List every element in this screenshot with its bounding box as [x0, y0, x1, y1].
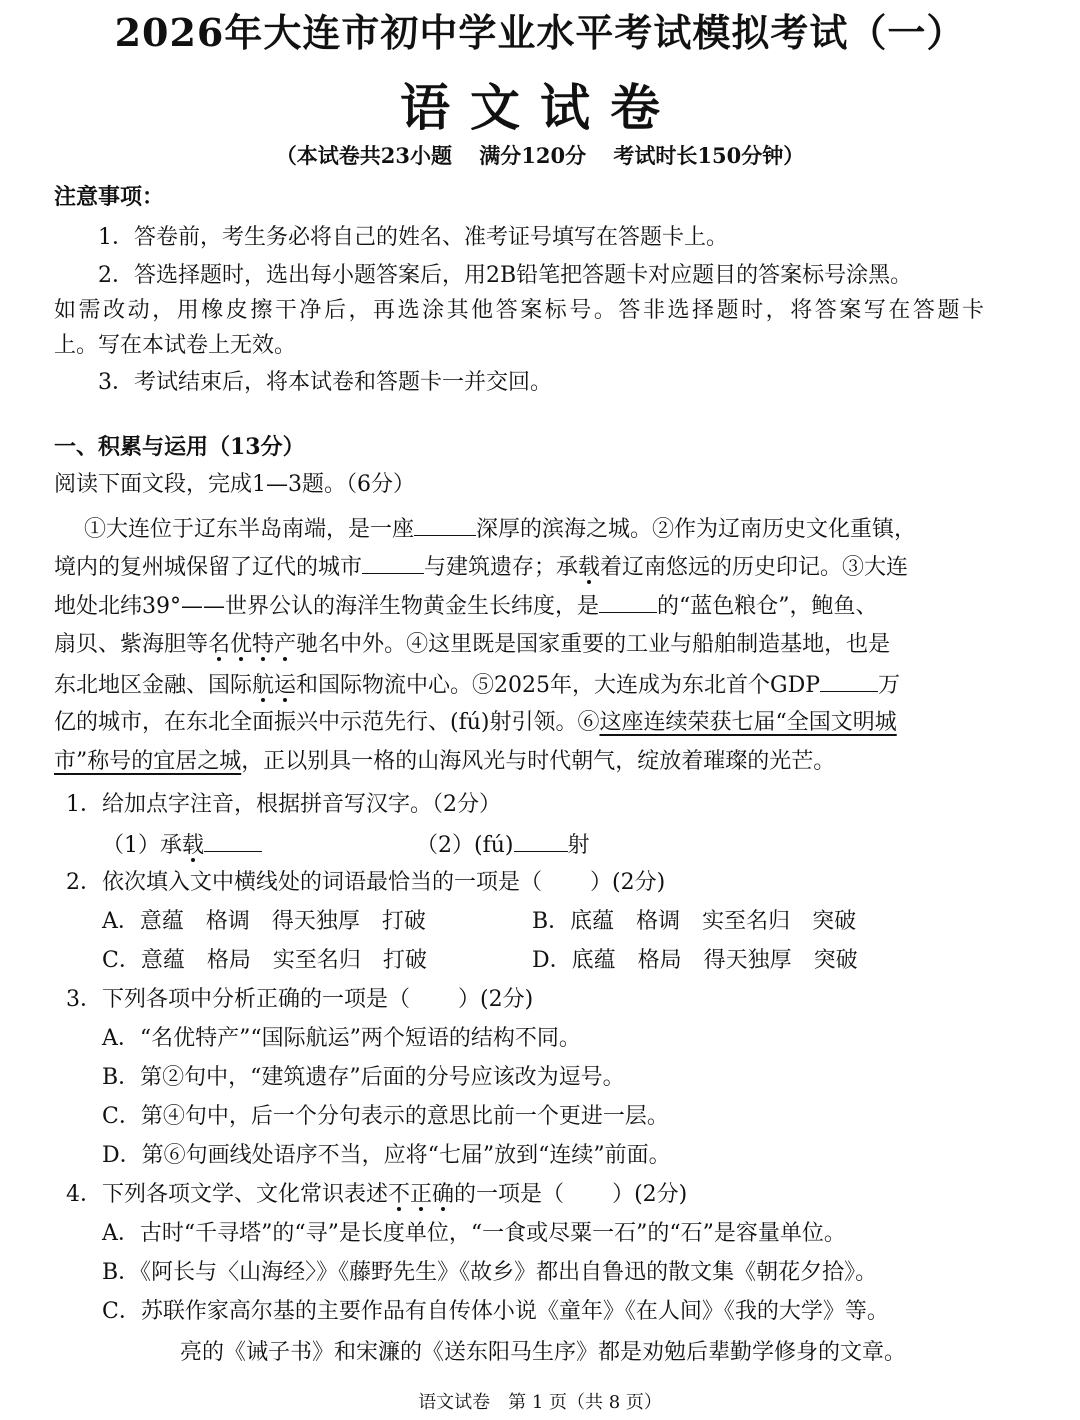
passage-text: 与建筑遗存；承 — [424, 555, 579, 580]
question-2-stem — [54, 868, 996, 898]
q2-score: ）(2分) — [590, 870, 666, 895]
dotted-char: 产 — [274, 632, 297, 657]
dotted-char: 确 — [432, 1182, 455, 1207]
option-b: B．第②句中，“建筑遗存”后面的分号应该改为逗号。 — [102, 1065, 625, 1090]
passage-text: 驰名中外。④这里既是国家重要的工业与船舶制造基地，也是 — [296, 632, 891, 657]
passage-text: 扇贝、紫海胆等 — [54, 632, 209, 657]
notice-item-2: 2．答选择题时，选出每小题答案后，用2B铅笔把答题卡对应题目的答案标号涂黑。 — [98, 263, 913, 288]
answer-blank — [514, 829, 568, 852]
exam-info — [0, 140, 1080, 170]
passage-line — [54, 708, 984, 738]
dotted-char: 特 — [252, 632, 275, 657]
question-2-options — [54, 946, 1032, 976]
question-count: （本试卷共23小题 — [275, 143, 452, 168]
question-1-stem: 1．给加点字注音，根据拼音写汉字。（2分） — [66, 792, 501, 817]
passage-text: ①大连位于辽东半岛南端，是一座 — [84, 517, 415, 542]
option-d: D．第⑥句画线处语序不当，应将“七届”放到“连续”前面。 — [102, 1143, 671, 1168]
fill-blank — [599, 590, 657, 613]
fill-blank — [362, 551, 424, 574]
underlined-text: 这座连续荣获七届“全国文明城 — [599, 710, 897, 735]
option-a: A．“名优特产”“国际航运”两个短语的结构不同。 — [102, 1026, 581, 1051]
notice-item-2-end: 上。写在本试卷上无效。 — [54, 333, 297, 358]
passage-text: 境内的复州城保留了辽代的城市 — [54, 555, 363, 580]
passage-text: 东北地区金融、国际 — [54, 673, 253, 698]
q3-score: ）(2分) — [458, 987, 534, 1012]
q3-stem-text: 3．下列各项中分析正确的一项是（ — [66, 987, 410, 1012]
fill-blank — [414, 513, 476, 536]
q4-stem-text: 4．下列各项文学、文化常识表述 — [66, 1182, 388, 1207]
passage-text: 着辽南悠远的历史印记。③大连 — [600, 555, 909, 580]
page-footer: 语文试卷 第 1 页（共 8 页） — [418, 1392, 662, 1413]
passage-line — [54, 747, 984, 777]
question-1-parts — [54, 829, 1032, 861]
option-d: 亮的《诫子书》和宋濂的《送东阳马生序》都是劝勉后辈勤学修身的文章。 — [180, 1340, 907, 1365]
passage-text: 地处北纬39°——世界公认的海洋生物黄金生长纬度，是 — [54, 594, 599, 619]
underlined-text: 市”称号的宜居之城 — [54, 749, 242, 774]
q1-part-1-label: （1）承 — [102, 833, 182, 858]
passage-text: 和国际物流中心。⑤2025年，大连成为东北首个GDP — [296, 673, 821, 698]
notice-item-1: 1．答卷前，考生务必将自己的姓名、准考证号填写在答题卡上。 — [98, 225, 728, 250]
q2-stem-text: 2．依次填入文中横线处的词语最恰当的一项是（ — [66, 870, 542, 895]
option-c: C．意蕴 格局 实至名归 打破 — [102, 948, 427, 973]
q1-part-2-suffix: 射 — [567, 833, 590, 858]
question-4-stem — [54, 1180, 996, 1210]
passage-text: 的“蓝色粮仓”，鲍鱼、 — [657, 594, 878, 619]
q4-score: ）(2分) — [612, 1182, 688, 1207]
dotted-char: 不 — [388, 1182, 411, 1207]
option-c: C．苏联作家高尔基的主要作品有自传体小说《童年》《在人间》《我的大学》等。 — [102, 1299, 889, 1324]
option-a: A．意蕴 格调 得天独厚 打破 — [102, 909, 426, 934]
dotted-char: 运 — [274, 673, 297, 698]
passage-text: 万 — [878, 673, 901, 698]
dotted-char: 航 — [252, 673, 275, 698]
q4-stem-text: 的一项是（ — [454, 1182, 565, 1207]
option-d: D．底蕴 格局 得天独厚 突破 — [532, 948, 858, 973]
passage-text: 亿的城市，在东北全面振兴中示范先行、(fú)射引领。⑥ — [54, 710, 600, 735]
subject-title: 语文试卷 — [400, 78, 680, 137]
passage-text: 深厚的滨海之城。②作为辽南历史文化重镇， — [476, 517, 917, 542]
passage-line — [54, 551, 984, 583]
dotted-char: 正 — [410, 1182, 433, 1207]
notice-item-3: 3．考试结束后，将本试卷和答题卡一并交回。 — [98, 370, 552, 395]
option-a: A．古时“千寻塔”的“寻”是长度单位，“一食或尽粟一石”的“石”是容量单位。 — [102, 1221, 846, 1246]
dotted-char: 载 — [578, 555, 601, 580]
section-heading: 一、积累与运用（13分） — [54, 434, 305, 460]
dotted-char: 优 — [230, 632, 253, 657]
passage-text: ，正以别具一格的山海风光与时代朝气，绽放着璀璨的光芒。 — [241, 749, 836, 774]
dotted-char: 名 — [208, 632, 231, 657]
notice-heading: 注意事项： — [54, 184, 165, 210]
question-2-options — [54, 907, 1032, 937]
fill-blank — [820, 669, 878, 692]
q1-part-2-label: （2）(fú) — [416, 833, 514, 858]
answer-blank — [204, 829, 262, 852]
option-b: B．《阿长与〈山海经〉》《藤野先生》《故乡》都出自鲁迅的散文集《朝花夕拾》。 — [102, 1260, 878, 1285]
passage-line — [54, 590, 984, 622]
passage-line — [54, 630, 984, 660]
full-score: 满分120分 — [479, 143, 587, 168]
dotted-char: 载 — [182, 833, 205, 858]
exam-duration: 考试时长150分钟） — [613, 143, 805, 168]
option-c: C．第④句中，后一个分句表示的意思比前一个更进一层。 — [102, 1104, 669, 1129]
passage-instruction: 阅读下面文段，完成1—3题。（6分） — [54, 472, 415, 497]
option-b: B．底蕴 格调 实至名归 突破 — [532, 909, 857, 934]
exam-title: 2026年大连市初中学业水平考试模拟考试（一） — [114, 10, 966, 55]
notice-item-2-cont: 如需改动，用橡皮擦干净后，再选涂其他答案标号。答非选择题时，将答案写在答题卡 — [54, 298, 984, 323]
passage-line — [54, 513, 1014, 545]
passage-line — [54, 669, 984, 701]
question-3-stem — [54, 985, 996, 1015]
